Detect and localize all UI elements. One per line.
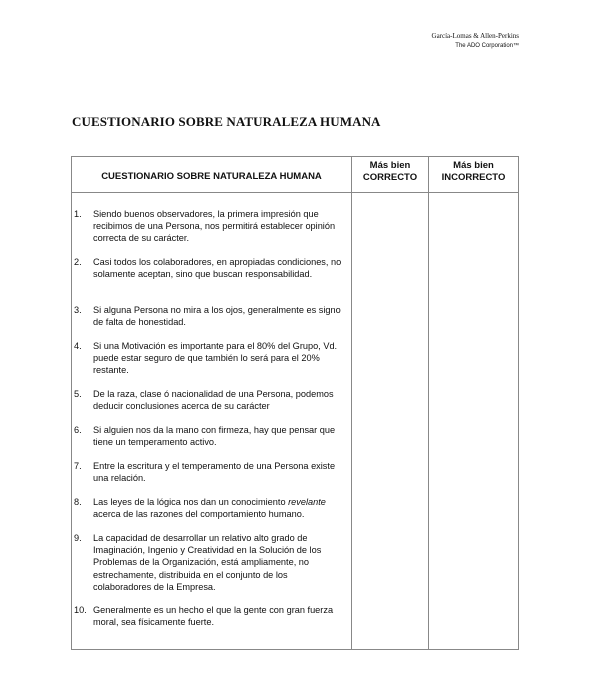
question-item-5 xyxy=(74,388,346,412)
question-item-9 xyxy=(74,532,346,593)
question-text: Entre la escritura y el temperamento de una Persona existe una relación. xyxy=(93,461,336,484)
question-text-emphasis: revelante xyxy=(288,497,326,507)
company-header xyxy=(432,31,519,51)
question-item-2 xyxy=(74,256,346,280)
questionnaire-table xyxy=(71,156,519,650)
question-text: Si una Motivación es importante para el 80% del Grupo, Vd. puede estar seguro de que también lo será para el 20% restante. xyxy=(93,341,338,376)
question-item-8 xyxy=(74,496,346,520)
question-number: 7. xyxy=(74,461,82,471)
questions-cell xyxy=(72,193,352,650)
question-item-6 xyxy=(74,424,346,448)
question-item-10 xyxy=(74,604,346,628)
column-header-incorrecto xyxy=(429,157,519,193)
question-text: Si alguien nos da la mano con firmeza, hay que pensar que tiene un temperamento activo. xyxy=(93,425,336,448)
question-text: La capacidad de desarrollar un relativo alto grado de Imaginación, Ingenio y Creatividad en la Solución de los Problemas de la Organización, está ampliamente, no estrechamente, distribuida en el conjunto de los colaboradores de la Empresa. xyxy=(93,533,322,592)
question-text: De la raza, clase ó nacionalidad de una Persona, podemos deducir conclusiones acerca de su carácter xyxy=(93,389,334,412)
question-number: 4. xyxy=(74,341,82,351)
question-number: 2. xyxy=(74,257,82,267)
question-text-part: acerca de las razones del comportamiento humano. xyxy=(93,509,305,520)
correcto-line1: Más bien xyxy=(369,160,411,171)
column-header-correcto xyxy=(352,157,429,193)
question-text: Generalmente es un hecho el que la gente con gran fuerza moral, sea físicamente fuerte. xyxy=(93,605,334,628)
table-main-header: CUESTIONARIO SOBRE NATURALEZA HUMANA xyxy=(72,157,352,193)
question-item-3 xyxy=(74,304,346,328)
correcto-answer-column[interactable] xyxy=(352,193,429,650)
incorrecto-line1: Más bien xyxy=(453,160,494,171)
question-number: 9. xyxy=(74,533,82,543)
question-number: 5. xyxy=(74,389,82,399)
question-text: Siendo buenos observadores, la primera impresión que recibimos de una Persona, nos permitirá establecer opinión correcta de su carácter. xyxy=(93,209,336,244)
question-number: 1. xyxy=(74,209,82,219)
question-text xyxy=(93,496,346,520)
question-item-1 xyxy=(74,208,346,245)
correcto-line2: CORRECTO xyxy=(362,172,418,183)
question-text-part: Las leyes de la lógica nos dan un conocimiento xyxy=(93,497,289,507)
question-number: 6. xyxy=(74,425,82,435)
incorrecto-answer-column[interactable] xyxy=(429,193,519,650)
question-number: 10. xyxy=(74,605,87,615)
question-number: 3. xyxy=(74,305,82,315)
question-text: Si alguna Persona no mira a los ojos, generalmente es signo de falta de honestidad. xyxy=(93,305,341,328)
company-names: García-Lomas & Allen-Perkins xyxy=(431,32,519,40)
corporation-name: The ADO Corporation™ xyxy=(455,43,519,49)
document-title: CUESTIONARIO SOBRE NATURALEZA HUMANA xyxy=(72,114,381,129)
question-item-4 xyxy=(74,340,346,377)
incorrecto-line2: INCORRECTO xyxy=(441,172,506,183)
question-number: 8. xyxy=(74,497,82,507)
question-text: Casi todos los colaboradores, en apropiadas condiciones, no solamente aceptan, sino que buscan responsabilidad. xyxy=(93,257,342,280)
question-item-7 xyxy=(74,460,346,484)
